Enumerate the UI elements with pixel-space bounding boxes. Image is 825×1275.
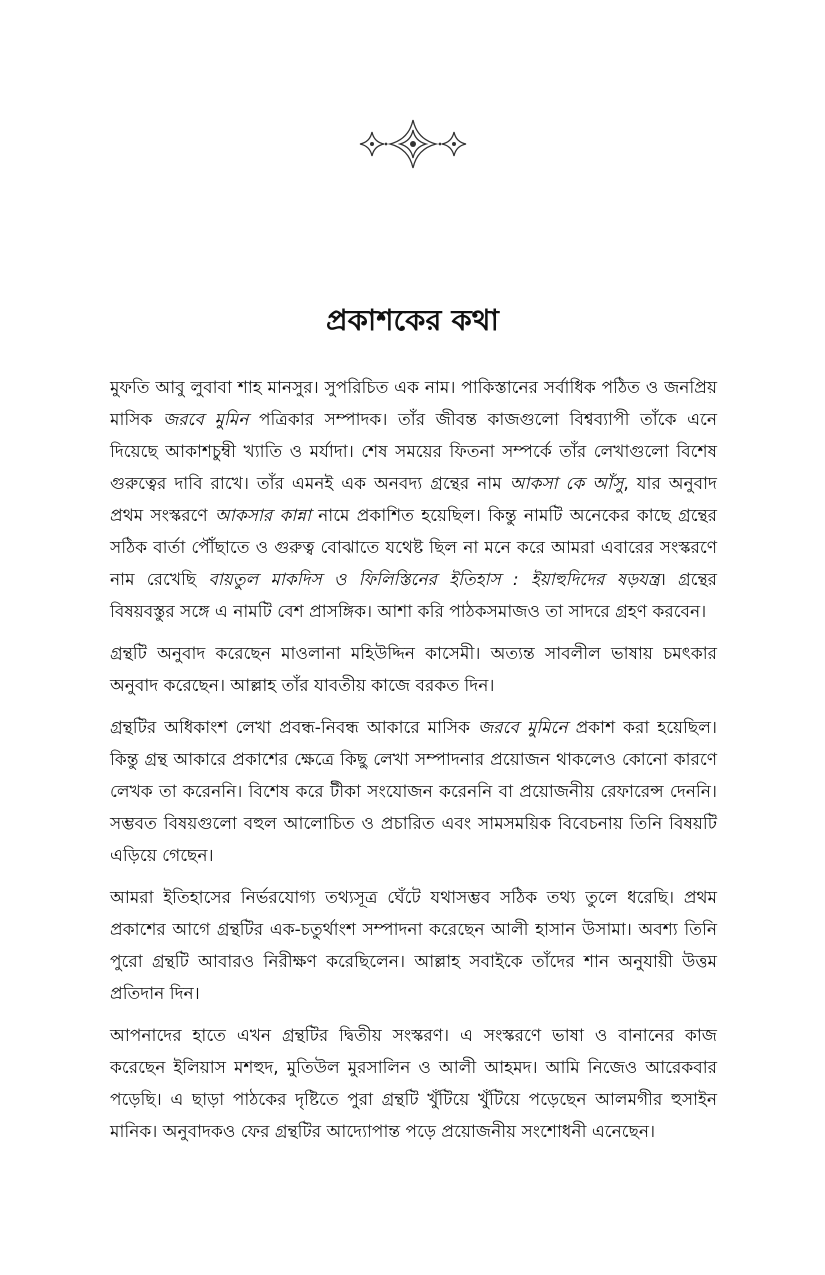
page-title: প্রকাশকের কথা xyxy=(326,303,499,337)
sparkle-ornament-icon xyxy=(358,118,468,170)
paragraph-4: আমরা ইতিহাসের নির্ভরযোগ্য তথ্যসূত্র ঘেঁটে যথাসম্ভব সঠিক তথ্য তুলে ধরেছি। প্রথম প্রকাশের আগে গ্রন্থটির এক-চতুর্থাংশ সম্পাদনা করেছেন আলী হাসান উসামা। অবশ্য তিনি পুরো গ্রন্থটি আবারও নিরীক্ষণ করেছিলেন। আল্লাহ সবাইকে তাঁদের শান অনুযায়ী উত্তম প্রতিদান দিন। xyxy=(110,888,717,1004)
paragraph-5: আপনাদের হাতে এখন গ্রন্থটির দ্বিতীয় সংস্করণ। এ সংস্করণে ভাষা ও বানানের কাজ করেছেন ইলিয়াস মশহুদ, মুতিউল মুরসালিন ও আলী আহমদ। আমি নিজেও আরেকবার পড়েছি। এ ছাড়া পাঠকের দৃষ্টিতে পুরা গ্রন্থটি খুঁটিয়ে খুঁটিয়ে পড়েছেন আলমগীর হুসাইন মানিক। অনুবাদকও ফের গ্রন্থটির আদ্যোপান্ত পড়ে প্রয়োজনীয় সংশোধনী এনেছেন। xyxy=(110,1026,717,1142)
body-text xyxy=(110,372,717,1158)
paragraph-3: গ্রন্থটির অধিকাংশ লেখা প্রবন্ধ-নিবন্ধ আকারে মাসিক জরবে মুমিনে প্রকাশ করা হয়েছিল। কিন্তু গ্রন্থ আকারে প্রকাশের ক্ষেত্রে কিছু লেখা সম্পাদনার প্রয়োজন থাকলেও কোনো কারণে লেখক তা করেননি। বিশেষ করে টীকা সংযোজন করেননি বা প্রয়োজনীয় রেফারেন্স দেননি। সম্ভবত বিষয়গুলো বহুল আলোচিত ও প্রচারিত এবং সামসময়িক বিবেচনায় তিনি বিষয়টি এড়িয়ে গেছেন। xyxy=(110,718,717,866)
paragraph-1: মুফতি আবু লুবাবা শাহ মানসুর। সুপরিচিত এক নাম। পাকিস্তানের সর্বাধিক পঠিত ও জনপ্রিয় মাসিক জরবে মুমিন পত্রিকার সম্পাদক। তাঁর জীবন্ত কাজগুলো বিশ্বব্যাপী তাঁকে এনে দিয়েছে আকাশচুম্বী খ্যাতি ও মর্যাদা। শেষ সময়ের ফিতনা সম্পর্কে তাঁর লেখাগুলো বিশেষ গুরুত্বের দাবি রাখে। তাঁর এমনই এক অনবদ্য গ্রন্থের নাম আকসা কে আঁসু, যার অনুবাদ প্রথম সংস্করণে আকসার কান্না নামে প্রকাশিত হয়েছিল। কিন্তু নামটি অনেকের কাছে গ্রন্থের সঠিক বার্তা পৌঁছাতে ও গুরুত্ব বোঝাতে যথেষ্ট ছিল না মনে করে আমরা এবারের সংস্করণে নাম রেখেছি বায়তুল মাকদিস ও ফিলিস্তিনের ইতিহাস : ইয়াহুদিদের ষড়যন্ত্র। গ্রন্থের বিষয়বস্তুর সঙ্গে এ নামটি বেশ প্রাসঙ্গিক। আশা করি পাঠকসমাজও তা সাদরে গ্রহণ করবেন। xyxy=(110,378,717,622)
paragraph-2: গ্রন্থটি অনুবাদ করেছেন মাওলানা মহিউদ্দিন কাসেমী। অত্যন্ত সাবলীল ভাষায় চমৎকার অনুবাদ করেছেন। আল্লাহ তাঁর যাবতীয় কাজে বরকত দিন। xyxy=(110,644,717,696)
